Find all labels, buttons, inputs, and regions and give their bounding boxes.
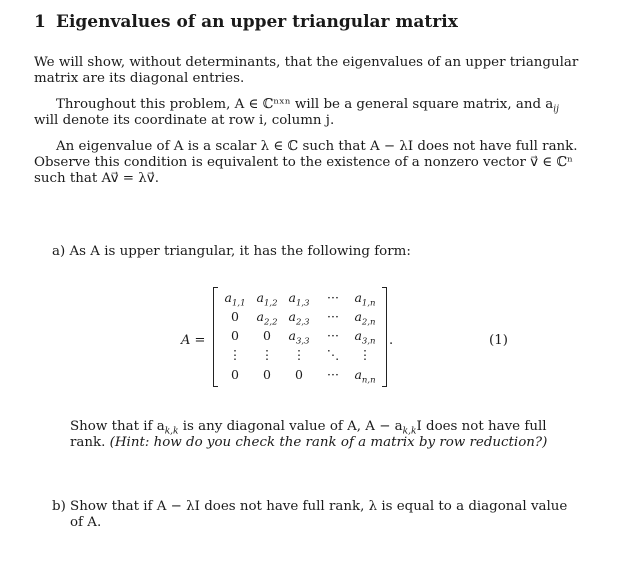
- section-title: [34, 12, 458, 32]
- matrix-cell-5-1: 0: [231, 367, 239, 382]
- part-a-task-text-3: I does not have full: [416, 419, 547, 434]
- matrix-cell-4-2: ⋮: [260, 347, 274, 362]
- matrix-cell-1-5: $a_{1,n}$: [354, 290, 376, 309]
- matrix-cell-1-1: $a_{1,1}$: [224, 290, 246, 309]
- matrix-cell-1-2: $a_{1,2}$: [256, 290, 278, 309]
- paragraph-3-line-2: Observe this condition is equivalent to the existence of a nonzero vector v⃗ ∈ ℂⁿ: [34, 155, 573, 170]
- matrix-cell-2-3: $a_{2,3}$: [288, 309, 310, 328]
- paragraph-3-line-3: such that Av⃗ = λv⃗.: [34, 171, 159, 186]
- part-a-hint: (Hint: how do you check the rank of a matrix by row reduction?): [109, 435, 548, 450]
- matrix-cell-3-1: 0: [231, 328, 239, 343]
- part-b-line-2: of A.: [70, 515, 102, 530]
- matrix-cell-4-5: ⋮: [358, 347, 372, 362]
- paragraph-3-line-1: An eigenvalue of A is a scalar λ ∈ ℂ such that A − λI does not have full rank.: [56, 139, 578, 154]
- matrix-cell-2-1: 0: [231, 309, 239, 324]
- matrix-cell-5-4: ···: [327, 367, 339, 382]
- matrix-cell-5-3: 0: [295, 367, 303, 382]
- matrix-cell-3-4: ···: [327, 328, 339, 343]
- section-title-text: Eigenvalues of an upper triangular matrix: [56, 12, 458, 32]
- matrix-cell-2-5: $a_{2,n}$: [354, 309, 376, 328]
- matrix-cell-2-2: $a_{2,2}$: [256, 309, 278, 328]
- matrix-cell-5-2: 0: [263, 367, 271, 382]
- part-b-line-1: b) Show that if A − λI does not have full rank, λ is equal to a diagonal value: [52, 499, 568, 514]
- matrix-cell-3-3: $a_{3,3}$: [288, 328, 310, 347]
- matrix-cell-3-5: $a_{3,n}$: [354, 328, 376, 347]
- part-a-task-sub-1: k,k: [164, 426, 179, 437]
- part-a-intro: a) As A is upper triangular, it has the following form:: [52, 244, 411, 259]
- matrix-cell-1-4: ···: [327, 290, 339, 305]
- part-a-task-line-2: [70, 434, 547, 451]
- matrix-cell-4-4: ⋱: [326, 347, 340, 362]
- matrix-cell-4-3: ⋮: [292, 347, 306, 362]
- matrix-cell-4-1: ⋮: [228, 347, 242, 362]
- matrix-cell-2-4: ···: [327, 309, 339, 324]
- matrix-cell-1-3: $a_{1,3}$: [288, 290, 310, 309]
- matrix-cell-3-2: 0: [263, 328, 271, 343]
- part-a-task-text-1: Show that if a: [70, 419, 165, 434]
- upper-triangular-matrix: [213, 287, 387, 387]
- part-a-task-sub-2: k,k: [402, 426, 417, 437]
- paragraph-1-line-1: We will show, without determinants, that the eigenvalues of an upper triangular: [34, 55, 579, 70]
- section-number: 1: [34, 12, 46, 32]
- part-a-task-text-4: rank.: [70, 435, 110, 450]
- matrix-cell-5-5: $a_{n,n}$: [354, 367, 376, 386]
- paragraph-2-line-2: will denote its coordinate at row i, column j.: [34, 113, 335, 128]
- paragraph-1-line-2: matrix are its diagonal entries.: [34, 71, 245, 86]
- matrix-period: .: [389, 333, 394, 348]
- paragraph-2-subscript: ij: [553, 104, 559, 115]
- part-a-task-text-2: is any diagonal value of A, A − a: [178, 419, 403, 434]
- matrix-lhs: A =: [181, 333, 206, 348]
- paragraph-2-line-1-text: Throughout this problem, A ∈ ℂⁿˣⁿ will be a general square matrix, and a: [56, 97, 554, 112]
- equation-number: (1): [489, 333, 508, 348]
